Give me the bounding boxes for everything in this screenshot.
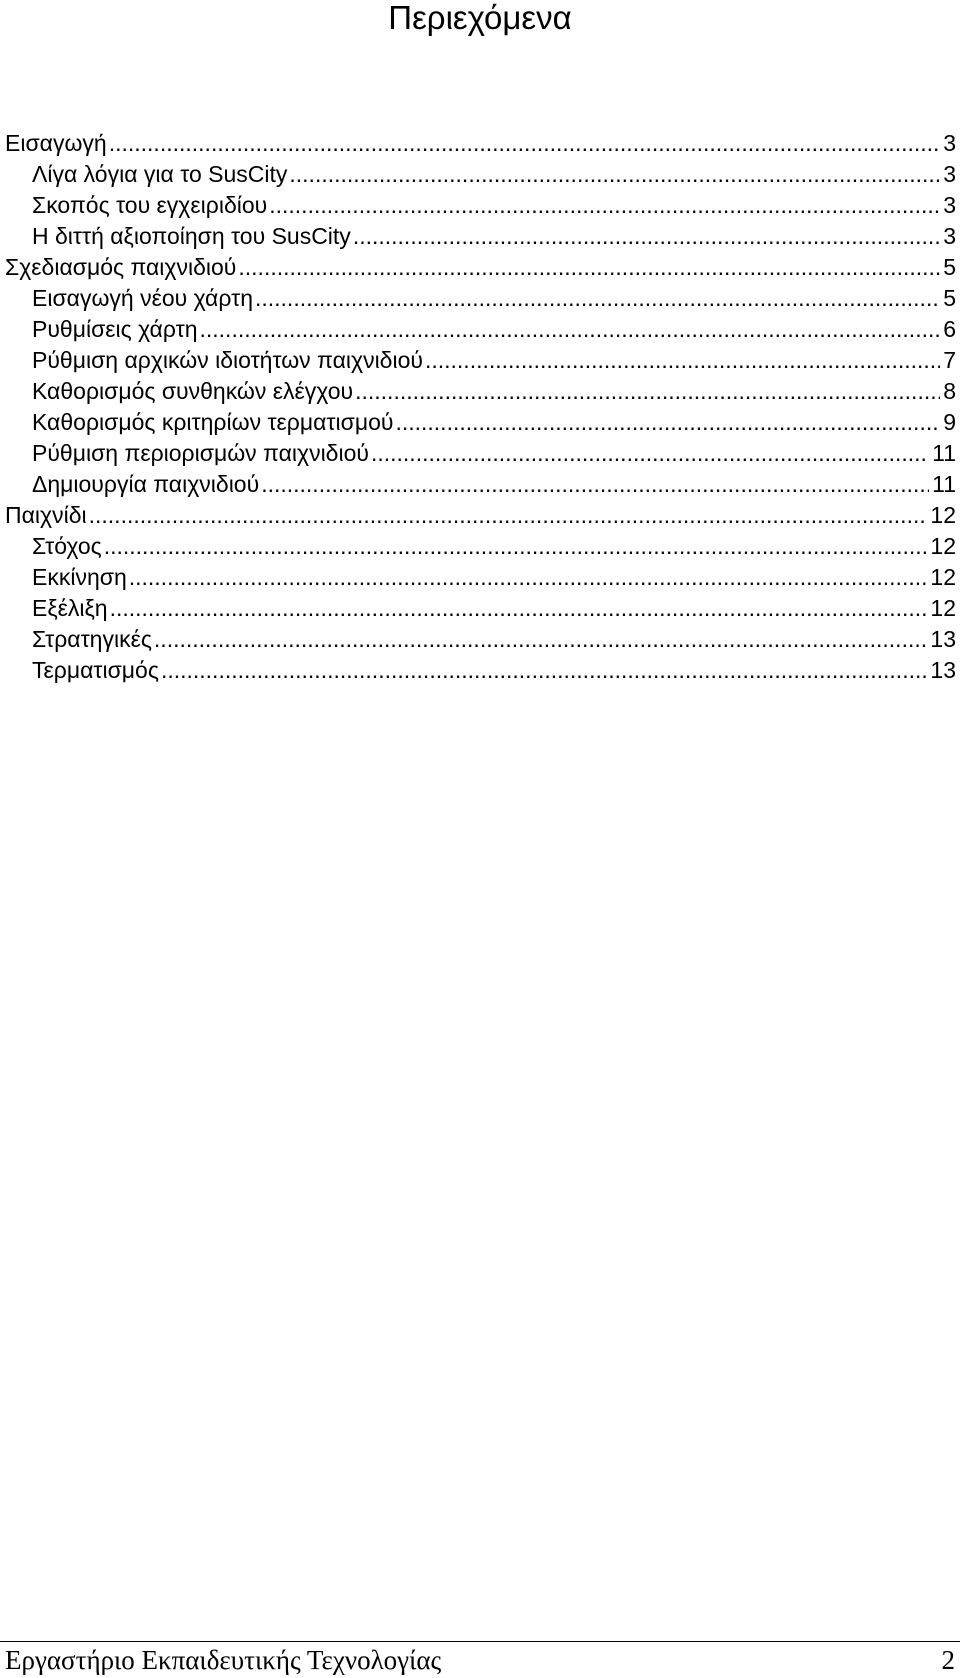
toc-entry[interactable]: [0, 593, 960, 624]
toc-entry[interactable]: [0, 655, 960, 686]
toc-entry[interactable]: [0, 283, 960, 314]
toc-entry[interactable]: [0, 345, 960, 376]
toc-entry-title: Εκκίνηση: [32, 564, 127, 590]
toc-entry-title: Ρύθμιση αρχικών ιδιοτήτων παιχνιδιού: [32, 347, 423, 373]
table-of-contents: [0, 128, 960, 686]
toc-dot-leader: [355, 376, 940, 407]
toc-entry[interactable]: [0, 469, 960, 500]
toc-entry[interactable]: [0, 376, 960, 407]
toc-page-number: 12: [930, 564, 956, 590]
toc-page-number: 3: [943, 130, 956, 156]
toc-entry-title: Τερματισμός: [32, 657, 159, 683]
toc-page-number: 5: [943, 285, 956, 311]
toc-dot-leader: [200, 314, 941, 345]
toc-entry-title: Στρατηγικές: [32, 626, 152, 652]
toc-dot-leader: [255, 283, 940, 314]
footer-text: Εργαστήριο Εκπαιδευτικής Τεχνολογίας: [5, 1645, 442, 1675]
toc-entry-title: Καθορισμός κριτηρίων τερματισμού: [32, 409, 394, 435]
toc-entry-title: Δημιουργία παιχνιδιού: [32, 471, 260, 497]
toc-dot-leader: [104, 531, 928, 562]
toc-dot-leader: [395, 407, 940, 438]
toc-entry-title: Λίγα λόγια για το SusCity: [32, 161, 288, 187]
toc-dot-leader: [269, 190, 940, 221]
toc-entry[interactable]: [0, 562, 960, 593]
toc-dot-leader: [353, 221, 940, 252]
toc-page-number: 7: [943, 347, 956, 373]
toc-page-number: 6: [943, 316, 956, 342]
toc-dot-leader: [238, 252, 940, 283]
toc-page-number: 3: [943, 223, 956, 249]
toc-dot-leader: [109, 128, 941, 159]
toc-page-number: 13: [930, 626, 956, 652]
toc-entry-title: Εισαγωγή: [5, 130, 107, 156]
toc-dot-leader: [161, 655, 927, 686]
toc-page-number: 11: [932, 471, 956, 497]
toc-entry[interactable]: [0, 159, 960, 190]
toc-entry[interactable]: [0, 252, 960, 283]
toc-entry-title: Καθορισμός συνθηκών ελέγχου: [32, 378, 354, 404]
toc-page-number: 3: [943, 161, 956, 187]
toc-dot-leader: [261, 469, 929, 500]
toc-dot-leader: [371, 438, 929, 469]
toc-entry-title: Στόχος: [32, 533, 102, 559]
toc-entry-title: Σχεδιασμός παιχνιδιού: [5, 254, 237, 280]
toc-entry[interactable]: [0, 190, 960, 221]
footer-page-number: 2: [941, 1645, 955, 1675]
toc-entry[interactable]: [0, 221, 960, 252]
toc-page-number: 13: [930, 657, 956, 683]
toc-entry[interactable]: [0, 624, 960, 655]
toc-dot-leader: [289, 159, 940, 190]
toc-entry[interactable]: [0, 407, 960, 438]
toc-dot-leader: [129, 562, 928, 593]
toc-page-number: 12: [930, 533, 956, 559]
toc-entry[interactable]: [0, 500, 960, 531]
toc-entry[interactable]: [0, 314, 960, 345]
toc-page-number: 11: [932, 440, 956, 466]
toc-entry[interactable]: [0, 128, 960, 159]
toc-page-number: 12: [930, 502, 956, 528]
toc-entry-title: Ρυθμίσεις χάρτη: [32, 316, 198, 342]
toc-entry[interactable]: [0, 438, 960, 469]
toc-entry-title: Παιχνίδι: [5, 502, 87, 528]
toc-dot-leader: [154, 624, 927, 655]
toc-page-number: 9: [943, 409, 956, 435]
toc-dot-leader: [89, 500, 928, 531]
toc-entry-title: Σκοπός του εγχειριδίου: [32, 192, 268, 218]
page-footer: [0, 1641, 960, 1677]
toc-page-number: 8: [943, 378, 956, 404]
toc-entry-title: Η διττή αξιοποίηση του SusCity: [32, 223, 351, 249]
toc-page-number: 5: [943, 254, 956, 280]
toc-entry-title: Εξέλιξη: [32, 595, 108, 621]
toc-page-number: 3: [943, 192, 956, 218]
toc-dot-leader: [425, 345, 940, 376]
toc-page-number: 12: [930, 595, 956, 621]
page-title: Περιεχόμενα: [388, 0, 572, 36]
toc-entry[interactable]: [0, 531, 960, 562]
toc-dot-leader: [110, 593, 928, 624]
toc-entry-title: Ρύθμιση περιορισμών παιχνιδιού: [32, 440, 369, 466]
toc-entry-title: Εισαγωγή νέου χάρτη: [32, 285, 253, 311]
